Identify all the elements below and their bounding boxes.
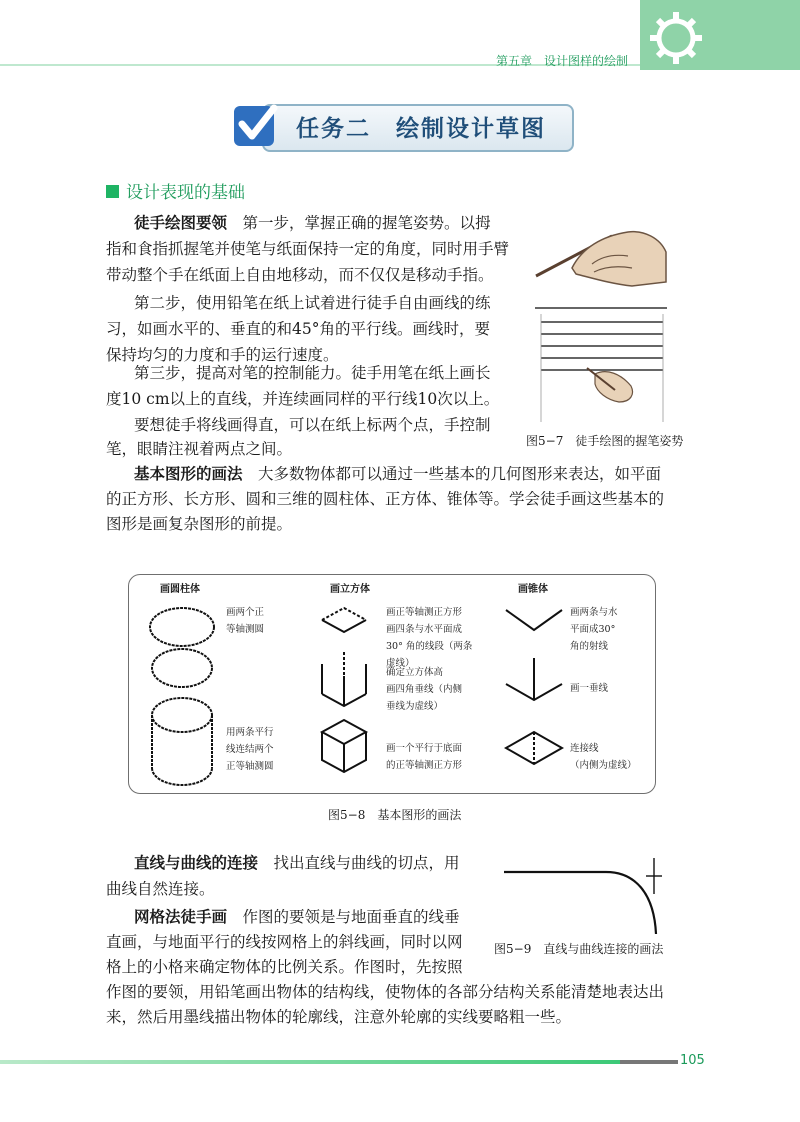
line-curve-connection-drawing <box>496 854 666 936</box>
cone-column-title: 画锥体 <box>518 584 548 595</box>
task-title: 任务二 绘制设计草图 <box>296 116 546 142</box>
paragraph-line: 习，如画水平的、垂直的和45°角的平行线。画线时，要 <box>106 320 490 338</box>
paragraph-line: 图形是画复杂图形的前提。 <box>106 515 293 533</box>
paragraph-text: 找出直线与曲线的切点，用 <box>258 854 460 872</box>
cube-step3-note <box>386 740 462 774</box>
cylinder-step1-note <box>226 604 264 638</box>
paragraph-line: 度10 cm以上的直线，并连续画同样的平行线10次以上。 <box>106 390 500 408</box>
page-number: 105 <box>680 1053 705 1068</box>
note-text: 连接线 （内侧为虚线） <box>570 743 637 771</box>
paragraph-line: 格上的小格来确定物体的比例关系。作图时，先按照 <box>106 958 463 976</box>
paragraph-line: 第二步，使用铅笔在纸上试着进行徒手自由画线的练 <box>134 294 491 312</box>
cone-step2-note <box>570 680 608 697</box>
note-text: 画两个正 等轴测圆 <box>226 607 265 635</box>
paragraph-heading: 基本图形的画法 <box>134 465 243 483</box>
cube-step2-note <box>386 664 462 715</box>
paragraph-line: 笔，眼睛注视着两点之间。 <box>106 440 293 458</box>
cone-drawing <box>500 600 570 786</box>
paragraph-line: 带动整个手在纸面上自由地移动，而不仅仅是移动手指。 <box>106 266 494 284</box>
paragraph-text: 大多数物体都可以通过一些基本的几何图形来表达，如平面 <box>242 465 662 483</box>
paragraph-line: 直画，与地面平行的线按网格上的斜线画，同时以网 <box>106 933 463 951</box>
figure-caption: 图5−7 徒手绘图的握笔姿势 <box>526 434 684 448</box>
paragraph-line: 第三步，提高对笔的控制能力。徒手用笔在纸上画长 <box>134 364 491 382</box>
section-title: 设计表现的基础 <box>126 183 245 203</box>
paragraph-line <box>134 461 661 487</box>
paragraph-line: 要想徒手将线画得直，可以在纸上标两个点，手控制 <box>134 416 491 434</box>
paragraph-heading: 徒手绘图要领 <box>134 214 228 232</box>
cylinder-column-title: 画圆柱体 <box>160 584 200 595</box>
paragraph-line: 作图的要领，用铅笔画出物体的结构线，使物体的各部分结构关系能清楚地表达出 <box>106 983 665 1001</box>
note-text: 画正等轴测正方形 画四条与水平面成 30° 角的线段（两条 虚线） <box>386 607 473 669</box>
paragraph-line <box>134 210 491 236</box>
cube-drawing <box>316 600 382 786</box>
note-text: 用两条平行 线连结两个 正等轴测圆 <box>226 727 274 772</box>
cube-step1-note <box>386 604 472 672</box>
parallel-lines-practice-illustration <box>535 304 667 428</box>
figure-caption: 图5−9 直线与曲线连接的画法 <box>494 942 664 956</box>
note-text: 画一垂线 <box>570 683 609 694</box>
footer-rule <box>0 1060 620 1064</box>
gear-icon <box>646 8 706 68</box>
paragraph-heading: 直线与曲线的连接 <box>134 854 259 872</box>
paragraph-line <box>134 850 460 876</box>
paragraph-heading: 网格法徒手画 <box>134 908 228 926</box>
paragraph-text: 第一步，掌握正确的握笔姿势。以拇 <box>227 214 491 232</box>
chapter-title: 第五章 设计图样的绘制 <box>495 54 628 68</box>
checkmark-icon <box>230 100 280 150</box>
note-text: 画一个平行于底面 的正等轴测正方形 <box>386 743 463 771</box>
cone-step1-note <box>570 604 618 655</box>
cone-step3-note <box>570 740 637 774</box>
cylinder-step2-note <box>226 724 274 775</box>
cylinder-drawing <box>146 600 226 790</box>
paragraph-line: 来，然后用墨线描出物体的轮廓线，注意外轮廓的实线要略粗一些。 <box>106 1008 572 1026</box>
paragraph-text: 作图的要领是与地面垂直的线垂 <box>227 908 460 926</box>
section-marker <box>106 185 119 198</box>
paragraph-line: 保持均匀的力度和手的运行速度。 <box>106 346 339 364</box>
paragraph-line: 指和食指抓握笔并使笔与纸面保持一定的角度，同时用手臂 <box>106 240 510 258</box>
hand-holding-pen-illustration <box>532 212 672 292</box>
note-text: 确定立方体高 画四角垂线（内侧 垂线为虚线） <box>386 667 463 712</box>
footer-rule-accent <box>620 1060 678 1064</box>
note-text: 画两条与水 平面成30° 角的射线 <box>570 607 618 652</box>
figure-caption: 图5−8 基本图形的画法 <box>328 808 462 822</box>
paragraph-line: 的正方形、长方形、圆和三维的圆柱体、正方体、锥体等。学会徒手画这些基本的 <box>106 490 665 508</box>
paragraph-line: 曲线自然连接。 <box>106 880 215 898</box>
paragraph-line <box>134 904 460 930</box>
cube-column-title: 画立方体 <box>330 584 370 595</box>
